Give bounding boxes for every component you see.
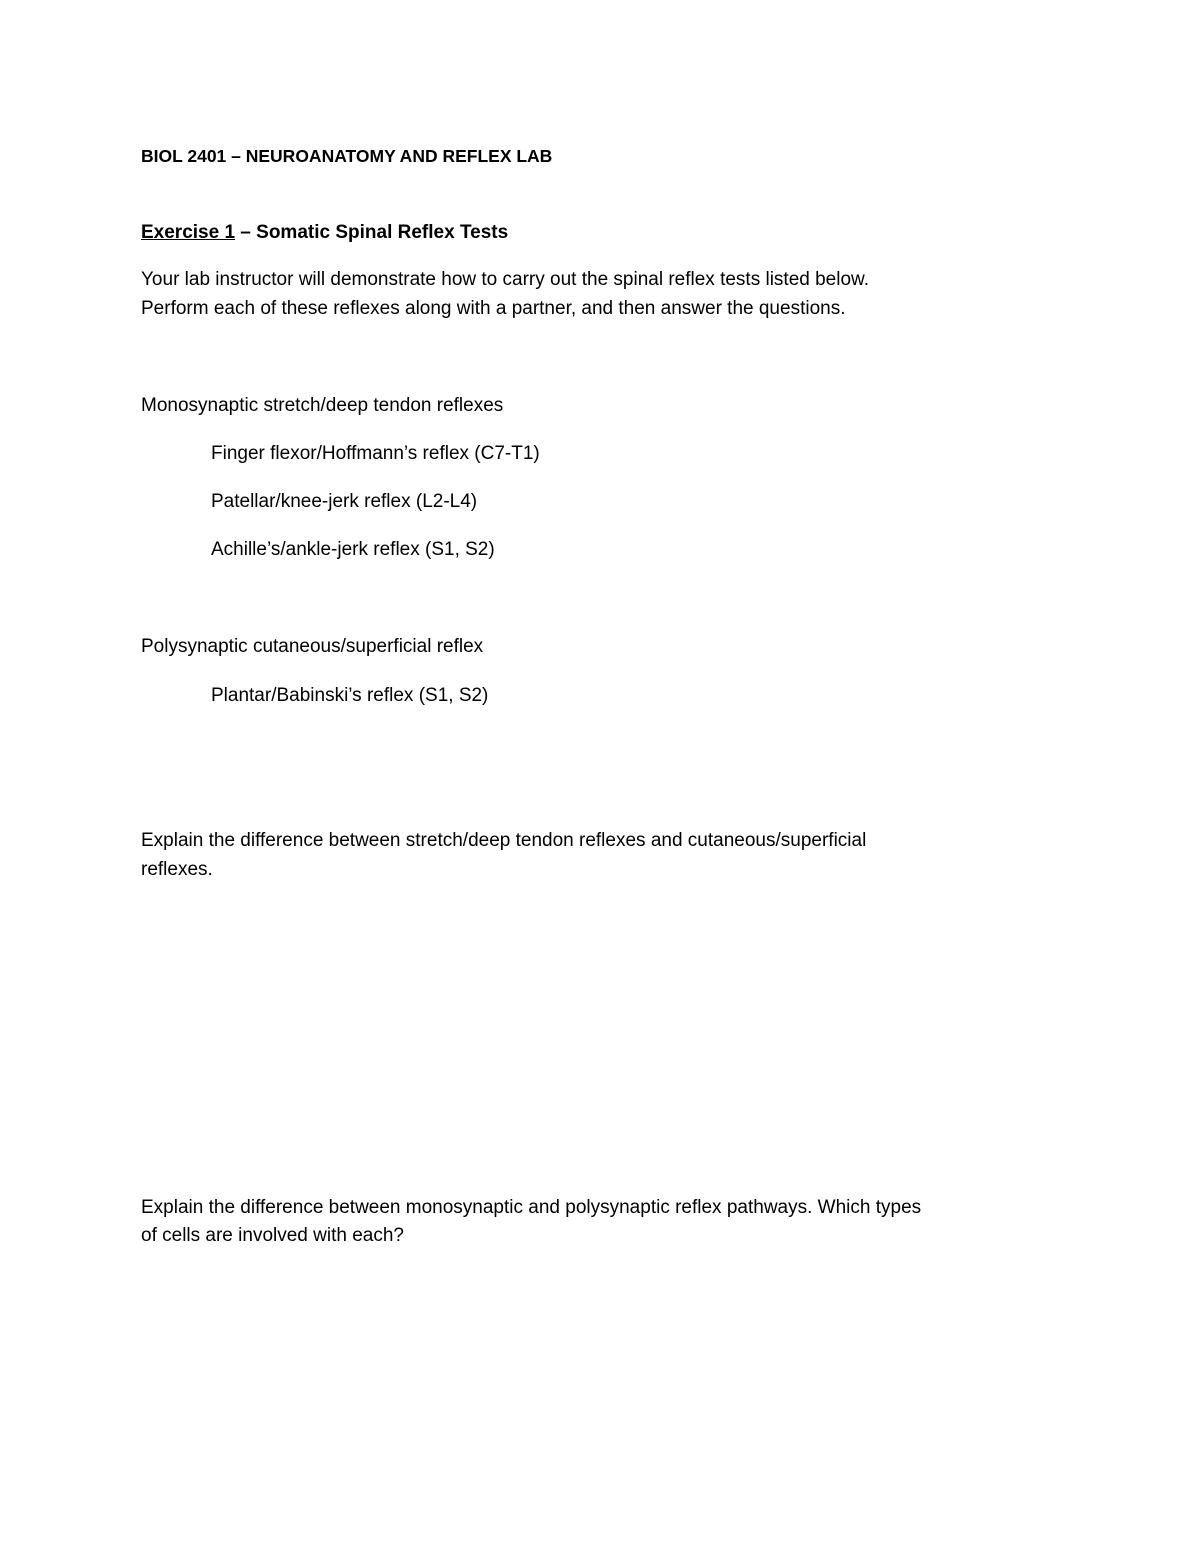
question-1-line-2: reflexes.: [141, 859, 213, 880]
reflex-item-patellar: Patellar/knee-jerk reflex (L2-L4): [211, 491, 478, 512]
exercise-label: Exercise 1: [141, 222, 236, 243]
reflex-item-achilles: Achille’s/ankle-jerk reflex (S1, S2): [211, 539, 495, 560]
reflex-item-finger-flexor: Finger flexor/Hoffmann’s reflex (C7-T1): [211, 443, 540, 464]
document-title: BIOL 2401 – NEUROANATOMY AND REFLEX LAB: [141, 146, 553, 166]
intro-line-2: Perform each of these reflexes along with a partner, and then answer the questions.: [141, 298, 846, 319]
question-2-line-1: Explain the difference between monosynaptic and polysynaptic reflex pathways. Which types: [141, 1197, 922, 1218]
intro-line-1: Your lab instructor will demonstrate how to carry out the spinal reflex tests listed below.: [141, 269, 869, 290]
question-2-line-2: of cells are involved with each?: [141, 1225, 404, 1246]
reflex-item-plantar: Plantar/Babinski’s reflex (S1, S2): [211, 685, 489, 706]
exercise-heading: [141, 219, 508, 247]
question-1-line-1: Explain the difference between stretch/deep tendon reflexes and cutaneous/superficial: [141, 830, 867, 851]
monosynaptic-heading: Monosynaptic stretch/deep tendon reflexes: [141, 395, 504, 416]
exercise-title: – Somatic Spinal Reflex Tests: [235, 222, 509, 243]
polysynaptic-heading: Polysynaptic cutaneous/superficial reflex: [141, 636, 484, 657]
